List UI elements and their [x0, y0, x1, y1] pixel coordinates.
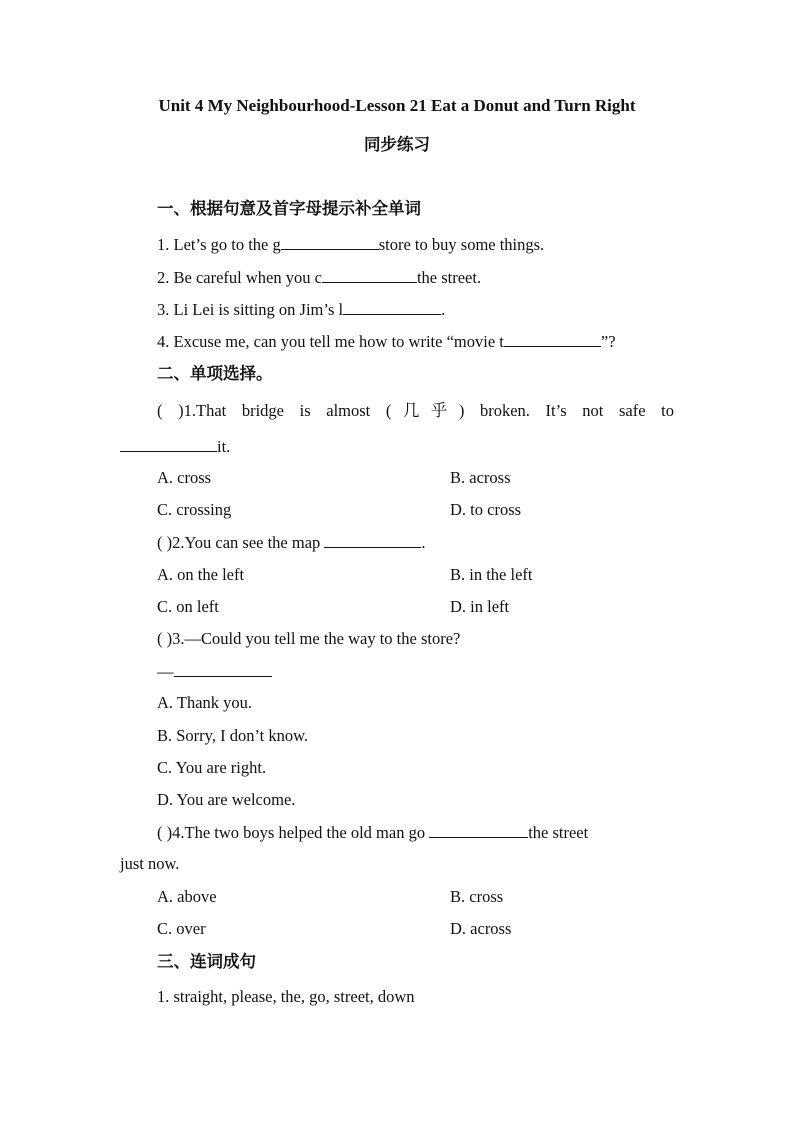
- s2-q4-option-a: A. above: [157, 887, 217, 906]
- s1-q4-text-start: 4. Excuse me, can you tell me how to write “movie t: [157, 332, 504, 351]
- s2-q2-text-start: ( )2.You can see the map: [157, 533, 325, 552]
- s2-q3-option-d: D. You are welcome.: [157, 790, 296, 809]
- answer-blank[interactable]: [322, 267, 417, 283]
- s2-q1-text-end: it.: [217, 437, 231, 456]
- s2-q1-line2: [120, 436, 230, 457]
- s1-q4-text-end: ”?: [600, 332, 616, 351]
- s1-q1-text-start: 1. Let’s go to the g: [157, 235, 281, 254]
- answer-blank[interactable]: [324, 532, 421, 548]
- s1-question-4: [157, 331, 616, 352]
- section2-heading: 二、单项选择。: [157, 364, 273, 383]
- s2-q3-option-b: B. Sorry, I don’t know.: [157, 726, 309, 745]
- s1-q1-text-end: store to buy some things.: [378, 235, 545, 254]
- page-title: Unit 4 My Neighbourhood-Lesson 21 Eat a Donut and Turn Right: [158, 96, 636, 115]
- answer-blank[interactable]: [429, 822, 528, 838]
- s2-q1-option-a: A. cross: [157, 468, 212, 487]
- s2-q1-option-b: B. across: [450, 468, 511, 487]
- s2-q3-option-c: C. You are right.: [157, 758, 267, 777]
- s2-q4-text-end: the street: [528, 823, 589, 842]
- s2-q1-option-c: C. crossing: [157, 500, 232, 519]
- answer-blank[interactable]: [174, 661, 272, 677]
- s2-q2-option-d: D. in left: [450, 597, 510, 616]
- s2-q1-option-d: D. to cross: [450, 500, 522, 519]
- s3-question-1: 1. straight, please, the, go, street, down: [157, 987, 415, 1006]
- s1-q2-text-end: the street.: [416, 268, 482, 287]
- s2-question-2: [157, 532, 426, 553]
- s1-q3-text-start: 3. Li Lei is sitting on Jim’s l: [157, 300, 344, 319]
- page-subtitle: 同步练习: [364, 135, 430, 154]
- s2-q3-dash: —: [157, 662, 174, 681]
- s1-question-3: [157, 299, 445, 320]
- section3-heading: 三、连词成句: [157, 952, 256, 971]
- s2-q2-option-c: C. on left: [157, 597, 219, 616]
- s1-q2-text-start: 2. Be careful when you c: [157, 268, 322, 287]
- s2-q3-line1: ( )3.—Could you tell me the way to the store?: [157, 629, 461, 648]
- s2-q4-text-start: ( )4.The two boys helped the old man go: [157, 823, 430, 842]
- s2-q2-option-a: A. on the left: [157, 565, 245, 584]
- answer-blank[interactable]: [343, 299, 441, 315]
- s2-q4-option-b: B. cross: [450, 887, 504, 906]
- answer-blank[interactable]: [281, 234, 379, 250]
- s2-q4-option-d: D. across: [450, 919, 512, 938]
- s1-question-2: [157, 267, 481, 288]
- s2-q2-text-end: .: [421, 533, 426, 552]
- s2-q4-line2: just now.: [120, 854, 180, 873]
- answer-blank[interactable]: [504, 331, 601, 347]
- s1-q3-text-end: .: [441, 300, 446, 319]
- s2-q3-option-a: A. Thank you.: [157, 693, 253, 712]
- s2-q2-option-b: B. in the left: [450, 565, 533, 584]
- s2-question-4: [157, 822, 674, 843]
- s2-q1-line1: ( )1.That bridge is almost (几乎) broken. It’s not safe to: [157, 401, 674, 420]
- s2-q3-answer-line: [157, 661, 272, 682]
- s2-q4-option-c: C. over: [157, 919, 206, 938]
- section1-heading: 一、根据句意及首字母提示补全单词: [157, 199, 421, 218]
- answer-blank[interactable]: [120, 436, 217, 452]
- s1-question-1: [157, 234, 544, 255]
